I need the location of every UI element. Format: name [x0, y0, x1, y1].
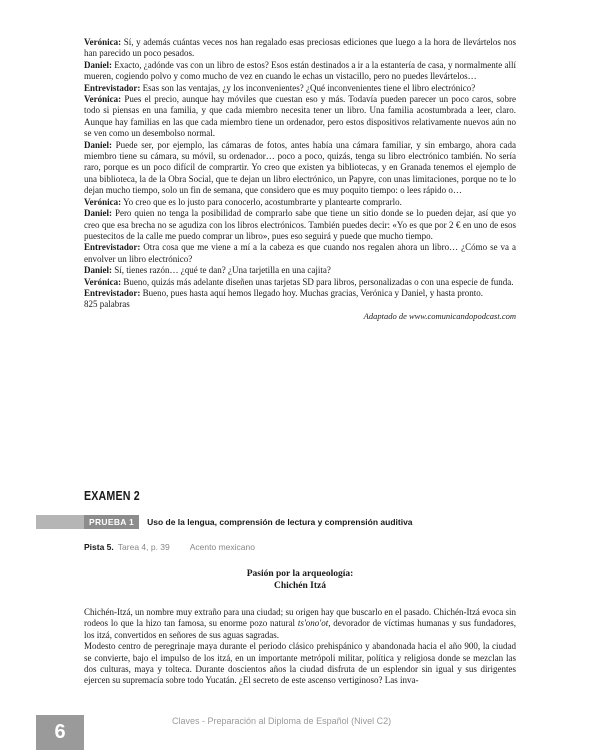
passage-paragraph: Modesto centro de peregrinaje maya durante el periodo clásico prehispánico y abandonada hacia el año 900, la ciudad se convierte, bajo el impulso de los itzá, en un importante metrópoli militar, política y religiosa donde se mezclan las dos culturas, maya y tolteca. Durante doscientos años la ciudad disfruta de un esplendor sin igual y sus dirigentes ejercen su supremacía sobre todo Yucatán. ¿El secreto de este ascenso vertiginoso? Las inva-	[84, 641, 516, 686]
dialogue-line	[84, 83, 516, 94]
dialogue-line	[84, 94, 516, 140]
speaker-name: Daniel:	[84, 208, 112, 219]
passage-body	[84, 607, 516, 687]
speaker-name: Verónica:	[84, 196, 122, 207]
speaker-name: Verónica:	[84, 94, 122, 105]
dialogue-line	[84, 288, 516, 299]
dialogue-line	[84, 242, 516, 265]
line-text: Sí, tienes razón… ¿qué te dan? ¿Una tarjetilla en una cajita?	[112, 265, 331, 276]
line-text: Sí, y además cuántas veces nos han regalado esas preciosas ediciones que luego a la hora de llevártelos nos han parecido un poco pesados.	[84, 37, 516, 59]
line-text: Pues el precio, aunque hay móviles que cuestan eso y más. Todavía pueden parecer un poco caros, sobre todo si piensas en una familia, y que cada miembro necesita tener un libro. Una familia acostumbrada a leer, claro. Aunque hay familias en las que cada miembro tiene un ordenador, pero estos dispositivos relativamente nuevos aún no se ven como un desembolso normal.	[84, 94, 516, 139]
speaker-name: Entrevistador:	[84, 242, 141, 253]
dialogue-line	[84, 60, 516, 83]
line-text: Exacto, ¿adónde vas con un libro de estos? Esos están destinados a ir a la estantería de casa, y normalmente allí mueren, cogiendo polvo y como mucho de vez en cuando le echas un vistacillo, pero no puedes llevártelos…	[84, 59, 516, 82]
passage-title-line-1: Pasión por la arqueología:	[246, 569, 354, 579]
page-number: 6	[36, 715, 84, 750]
dialogue-line	[84, 197, 516, 208]
speaker-name: Daniel:	[84, 139, 112, 150]
prueba-label: PRUEBA 1	[84, 515, 139, 529]
line-text: Puede ser, por ejemplo, las cámaras de fotos, antes había una cámara familiar, y sin embargo, ahora cada miembro tiene su cámara, su móvil, su ordenador… poco a poco, quizás, tenga su libro electrónico también. No sería raro, porque es un poco difícil de comprartir. Yo creo que existen ya bibliotecas, y en Granada tenemos el ejemplo de una biblioteca, la de la Obra Social, que te dejan un libro electrónico, un Papyre, con unas limitaciones, porque no te lo dejan mucho tiempo, solo un fin de semana, que considero que es muy poquito tiempo: o lees rápido o…	[84, 139, 516, 196]
word-count: 825 palabras	[84, 299, 130, 310]
paragraph-text: , devorador de víctimas humanas y sus fundadores, los itzá, convertidos en señores de sus aguas sagradas.	[84, 618, 516, 640]
prueba-description: Uso de la lengua, comprensión de lectura y comprensión auditiva	[147, 517, 413, 527]
pista-label: Pista 5.	[84, 542, 114, 552]
exam-title: EXAMEN 2	[84, 488, 140, 503]
bar-accent	[36, 515, 84, 529]
dialogue-line	[84, 37, 516, 60]
speaker-name: Entrevistador:	[84, 82, 141, 93]
line-text: Bueno, pues hasta aquí hemos llegado hoy. Muchas gracias, Verónica y Daniel, y hasta pronto.	[140, 287, 484, 298]
mayan-term: ts'ono'ot	[297, 618, 329, 629]
line-text: Otra cosa que me viene a mí a la cabeza es que cuando nos regalen ahora un libro… ¿Cómo se va a envolver un libro electrónico?	[84, 242, 516, 264]
speaker-name: Entrevistador:	[84, 287, 141, 298]
dialogue-line	[84, 277, 516, 288]
line-text: Esas son las ventajas, ¿y los inconvenientes? ¿Qué inconvenientes tiene el libro electrónico?	[140, 82, 476, 93]
passage-title	[84, 568, 516, 592]
accent-label: Acento mexicano	[189, 542, 255, 552]
speaker-name: Daniel:	[84, 265, 112, 276]
dialogue-line	[84, 208, 516, 242]
dialogue-transcript	[84, 37, 516, 322]
speaker-name: Verónica:	[84, 276, 122, 287]
speaker-name: Verónica:	[84, 37, 122, 47]
source-credit: Adaptado de www.comunicandopodcast.com	[363, 310, 516, 321]
line-text: Bueno, quizás más adelante diseñen unas tarjetas SD para libros, personalizadas o con una especie de funda.	[121, 276, 514, 287]
footer-text: Claves - Preparación al Diploma de Español (Nivel C2)	[172, 716, 392, 726]
passage-title-line-2: Chichén Itzá	[274, 581, 326, 591]
dialogue-line	[84, 140, 516, 197]
line-text: Yo creo que es lo justo para conocerlo, acostumbrarte y plantearte comprarlo.	[121, 196, 402, 207]
line-text: Pero quien no tenga la posibilidad de comprarlo sabe que tiene un sitio donde se lo pueden dejar, así que yo creo que esa brecha no se agudiza con los libros electrónicos. También puedes decir: «Yo es que por 2 € en uno de esos puestecitos de la calle me puedo comprar un libro», pues eso seguirá y puede que mucho tiempo.	[84, 208, 516, 241]
prueba-header-bar	[36, 515, 526, 529]
passage-paragraph	[84, 607, 516, 641]
dialogue-line	[84, 265, 516, 276]
tarea-reference: Tarea 4, p. 39	[117, 542, 170, 552]
paragraph-text: Chichén-Itzá, un nombre muy extraño para una ciudad; su origen hay que buscarlo en el pasado. Chichén-Itzá evoca sin rodeos lo que la hizo tan famosa, su enorme pozo natural	[84, 607, 516, 629]
pista-line	[84, 542, 255, 552]
speaker-name: Daniel:	[84, 59, 112, 70]
